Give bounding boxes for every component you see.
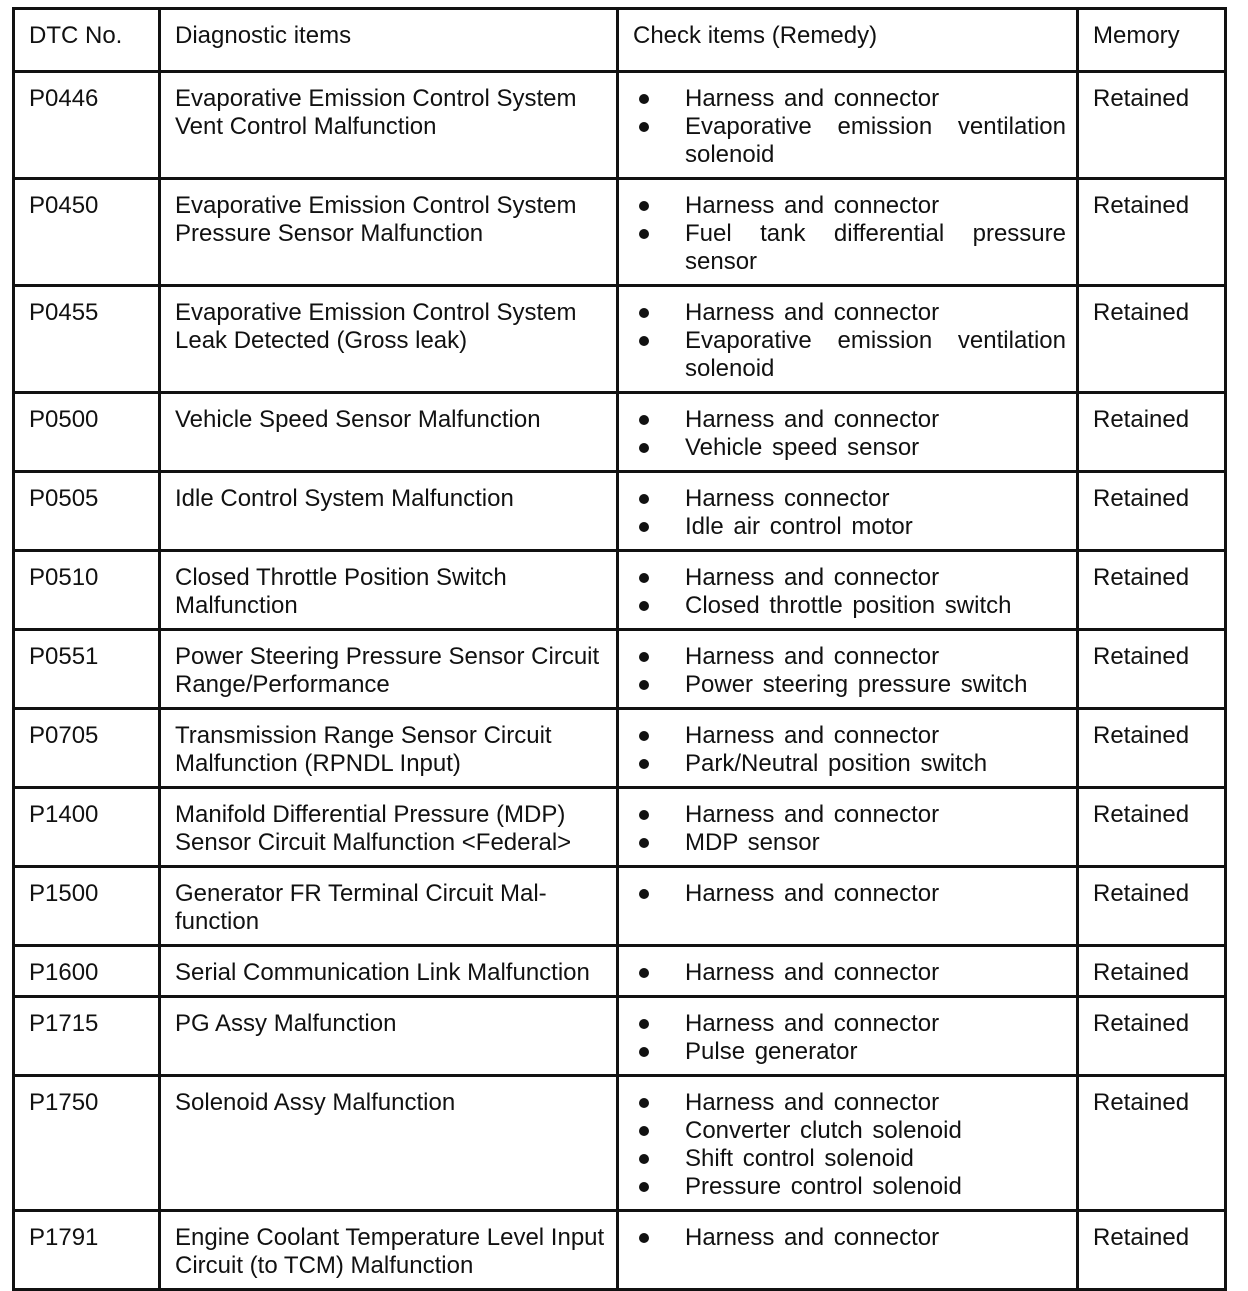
check-item-text: Harness and connector [685, 722, 940, 749]
diagnostic-item: Vehicle Speed Sensor Malfunction [160, 393, 618, 472]
memory-status: Retained [1078, 551, 1226, 630]
bullet-icon [639, 759, 649, 769]
check-item-text: Shift control solenoid [685, 1145, 914, 1172]
check-item [633, 959, 1066, 987]
check-items-cell [618, 630, 1078, 709]
table-row [14, 946, 1226, 997]
dtc-code: P1791 [14, 1211, 160, 1290]
check-item-text: Harness and connector [685, 564, 940, 591]
check-item [633, 564, 1066, 592]
bullet-icon [639, 652, 649, 662]
memory-status: Retained [1078, 472, 1226, 551]
table-row [14, 788, 1226, 867]
check-items-cell [618, 946, 1078, 997]
bullet-icon [639, 308, 649, 318]
check-items-list [633, 722, 1066, 778]
diagnostic-item: Engine Coolant Temperature Level Input Circuit (to TCM) Malfunction [160, 1211, 618, 1290]
check-item [633, 1224, 1066, 1252]
bullet-icon [639, 810, 649, 820]
bullet-icon [639, 201, 649, 211]
check-item-text: Harness and connector [685, 801, 940, 828]
table-row [14, 393, 1226, 472]
check-items-cell [618, 72, 1078, 179]
check-items-list [633, 406, 1066, 462]
bullet-icon [639, 1047, 649, 1057]
check-item-text: Evaporative emission ventilation solenoid [685, 113, 1066, 168]
check-item [633, 1173, 1066, 1201]
diagnostic-item: Idle Control System Malfunction [160, 472, 618, 551]
memory-status: Retained [1078, 630, 1226, 709]
diagnostic-item: Manifold Differential Pressure (MDP) Sensor Circuit Malfunction <Federal> [160, 788, 618, 867]
check-item-text: Park/Neutral position switch [685, 750, 988, 777]
memory-status: Retained [1078, 1211, 1226, 1290]
check-item-text: Harness and connector [685, 299, 940, 326]
dtc-code: P0705 [14, 709, 160, 788]
dtc-code: P1750 [14, 1076, 160, 1211]
check-item-text: Pulse generator [685, 1038, 858, 1065]
memory-status: Retained [1078, 72, 1226, 179]
check-item-text: Idle air control motor [685, 513, 913, 540]
table-row [14, 1076, 1226, 1211]
check-items-list [633, 1010, 1066, 1066]
check-item-text: Harness and connector [685, 406, 940, 433]
bullet-icon [639, 1126, 649, 1136]
bullet-icon [639, 1182, 649, 1192]
check-item [633, 880, 1066, 908]
diagnostic-item: PG Assy Malfunction [160, 997, 618, 1076]
check-item-text: Harness and connector [685, 1089, 940, 1116]
table-body [14, 72, 1226, 1290]
table-row [14, 472, 1226, 551]
check-items-cell [618, 179, 1078, 286]
dtc-code: P0455 [14, 286, 160, 393]
diagnostic-item: Serial Communication Link Malfunction [160, 946, 618, 997]
check-item-text: Harness and connector [685, 192, 940, 219]
bullet-icon [639, 731, 649, 741]
table-row [14, 551, 1226, 630]
check-item [633, 192, 1066, 220]
bullet-icon [639, 680, 649, 690]
check-item [633, 327, 1066, 383]
check-item-text: Closed throttle position switch [685, 592, 1012, 619]
bullet-icon [639, 838, 649, 848]
check-item [633, 1117, 1066, 1145]
check-item-text: Harness and connector [685, 1224, 940, 1251]
memory-status: Retained [1078, 709, 1226, 788]
check-item [633, 113, 1066, 169]
bullet-icon [639, 494, 649, 504]
bullet-icon [639, 229, 649, 239]
check-item [633, 592, 1066, 620]
check-items-list [633, 643, 1066, 699]
check-item-text: Evaporative emission ventilation solenoid [685, 327, 1066, 382]
bullet-icon [639, 94, 649, 104]
dtc-code: P1500 [14, 867, 160, 946]
check-items-list [633, 1089, 1066, 1201]
check-items-cell [618, 788, 1078, 867]
check-item-text: Harness and connector [685, 85, 940, 112]
memory-status: Retained [1078, 286, 1226, 393]
check-item [633, 513, 1066, 541]
bullet-icon [639, 968, 649, 978]
check-items-cell [618, 551, 1078, 630]
check-items-cell [618, 709, 1078, 788]
memory-status: Retained [1078, 393, 1226, 472]
bullet-icon [639, 889, 649, 899]
check-item [633, 829, 1066, 857]
bullet-icon [639, 1154, 649, 1164]
check-item [633, 485, 1066, 513]
bullet-icon [639, 415, 649, 425]
dtc-reference-sheet [12, 7, 1224, 1291]
check-items-cell [618, 997, 1078, 1076]
check-item-text: Fuel tank differential pressure sensor [685, 220, 1066, 275]
memory-status: Retained [1078, 946, 1226, 997]
check-item [633, 643, 1066, 671]
bullet-icon [639, 1019, 649, 1029]
table-row [14, 179, 1226, 286]
check-item [633, 750, 1066, 778]
check-item [633, 434, 1066, 462]
check-items-list [633, 801, 1066, 857]
bullet-icon [639, 601, 649, 611]
bullet-icon [639, 1233, 649, 1243]
check-items-list [633, 1224, 1066, 1252]
dtc-code: P0500 [14, 393, 160, 472]
diagnostic-item: Generator FR Terminal Circuit Mal-function [160, 867, 618, 946]
check-item [633, 1145, 1066, 1173]
check-items-list [633, 880, 1066, 908]
check-item [633, 220, 1066, 276]
dtc-table [12, 7, 1227, 1291]
bullet-icon [639, 522, 649, 532]
diagnostic-item: Evaporative Emission Control System Pressure Sensor Malfunction [160, 179, 618, 286]
check-item-text: Harness and connector [685, 643, 940, 670]
check-item [633, 85, 1066, 113]
diagnostic-item: Power Steering Pressure Sensor Circuit Range/Performance [160, 630, 618, 709]
bullet-icon [639, 573, 649, 583]
diagnostic-item: Solenoid Assy Malfunction [160, 1076, 618, 1211]
check-items-list [633, 192, 1066, 276]
check-items-list [633, 564, 1066, 620]
table-row [14, 997, 1226, 1076]
diagnostic-item: Evaporative Emission Control System Vent Control Malfunction [160, 72, 618, 179]
check-item-text: MDP sensor [685, 829, 820, 856]
memory-status: Retained [1078, 179, 1226, 286]
diagnostic-item: Transmission Range Sensor Circuit Malfunction (RPNDL Input) [160, 709, 618, 788]
dtc-code: P0510 [14, 551, 160, 630]
check-item-text: Harness and connector [685, 880, 940, 907]
diagnostic-item: Closed Throttle Position Switch Malfunction [160, 551, 618, 630]
check-item-text: Harness and connector [685, 1010, 940, 1037]
check-items-list [633, 959, 1066, 987]
memory-status: Retained [1078, 997, 1226, 1076]
check-item [633, 1038, 1066, 1066]
bullet-icon [639, 122, 649, 132]
bullet-icon [639, 443, 649, 453]
check-items-cell [618, 472, 1078, 551]
check-items-list [633, 485, 1066, 541]
bullet-icon [639, 336, 649, 346]
dtc-code: P0446 [14, 72, 160, 179]
dtc-code: P1400 [14, 788, 160, 867]
check-item [633, 671, 1066, 699]
table-row [14, 72, 1226, 179]
memory-status: Retained [1078, 1076, 1226, 1211]
check-item-text: Pressure control solenoid [685, 1173, 962, 1200]
check-item [633, 1089, 1066, 1117]
dtc-code: P0505 [14, 472, 160, 551]
header-dtc-no: DTC No. [14, 9, 160, 72]
dtc-code: P0551 [14, 630, 160, 709]
check-item [633, 1010, 1066, 1038]
check-item-text: Harness and connector [685, 959, 940, 986]
memory-status: Retained [1078, 867, 1226, 946]
dtc-code: P1715 [14, 997, 160, 1076]
check-items-cell [618, 1076, 1078, 1211]
table-row [14, 630, 1226, 709]
check-items-cell [618, 393, 1078, 472]
memory-status: Retained [1078, 788, 1226, 867]
check-items-list [633, 299, 1066, 383]
table-row [14, 867, 1226, 946]
check-item-text: Converter clutch solenoid [685, 1117, 962, 1144]
dtc-code: P1600 [14, 946, 160, 997]
header-check-items: Check items (Remedy) [618, 9, 1078, 72]
check-items-list [633, 85, 1066, 169]
header-diagnostic-items: Diagnostic items [160, 9, 618, 72]
table-row [14, 709, 1226, 788]
check-items-cell [618, 867, 1078, 946]
check-item [633, 801, 1066, 829]
header-memory: Memory [1078, 9, 1226, 72]
table-row [14, 286, 1226, 393]
check-item-text: Vehicle speed sensor [685, 434, 920, 461]
check-item [633, 406, 1066, 434]
header-row [14, 9, 1226, 72]
table-header [14, 9, 1226, 72]
diagnostic-item: Evaporative Emission Control System Leak Detected (Gross leak) [160, 286, 618, 393]
check-item-text: Power steering pressure switch [685, 671, 1028, 698]
table-row [14, 1211, 1226, 1290]
check-item [633, 299, 1066, 327]
bullet-icon [639, 1098, 649, 1108]
check-item [633, 722, 1066, 750]
check-items-cell [618, 286, 1078, 393]
dtc-code: P0450 [14, 179, 160, 286]
check-item-text: Harness connector [685, 485, 890, 512]
check-items-cell [618, 1211, 1078, 1290]
